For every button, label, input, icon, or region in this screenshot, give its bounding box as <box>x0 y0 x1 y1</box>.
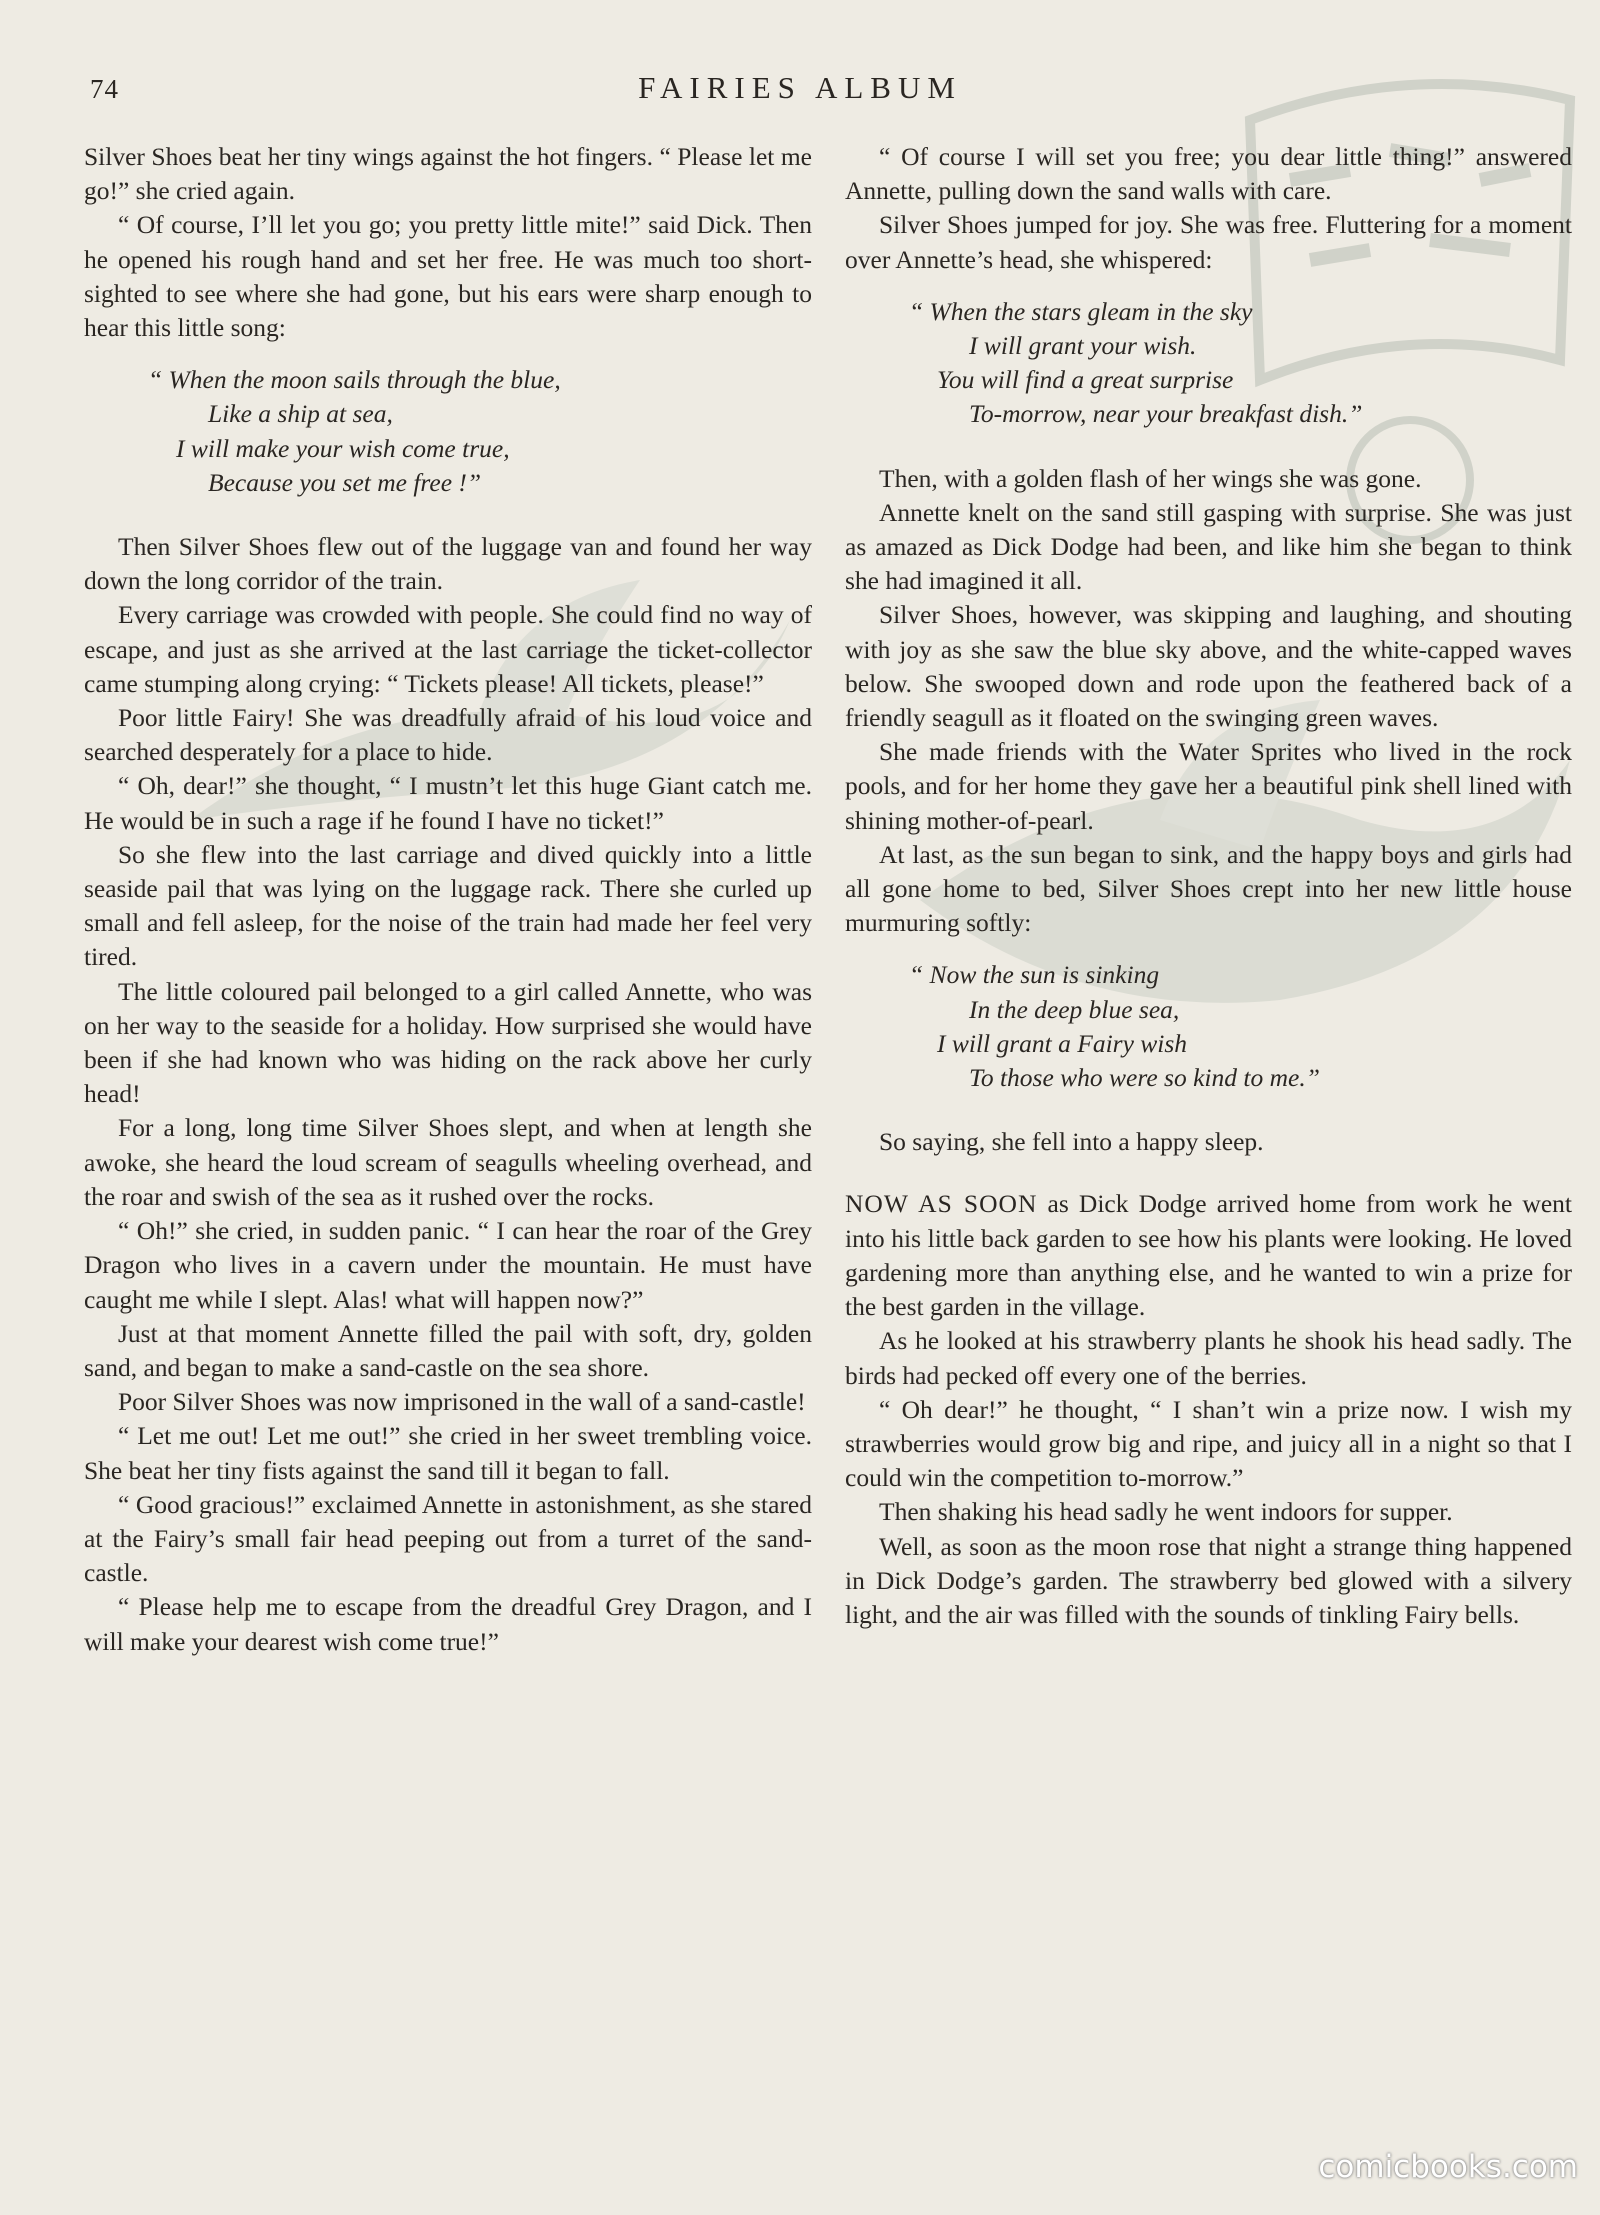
left-column <box>84 140 812 1659</box>
paragraph: “ Let me out! Let me out!” she cried in her sweet trembling voice. She beat her tiny fists against the sand till it began to fall. <box>84 1421 812 1485</box>
paragraph: Every carriage was crowded with people. She could find no way of escape, and just as she arrived at the last carriage the ticket-collector came stumping along crying: “ Tickets please! All tickets, please!” <box>84 600 812 698</box>
right-column <box>845 140 1572 1632</box>
paragraph: Poor Silver Shoes was now imprisoned in the wall of a sand-castle! <box>118 1387 806 1417</box>
paragraph: Silver Shoes, however, was skipping and laughing, and shouting with joy as she saw the blue sky above, and the white-capped waves below. She swooped down and rode upon the feathered back of a friendly seagull as it floated on the swinging green waves. <box>845 600 1572 733</box>
verse <box>84 363 812 500</box>
verse-line: To those who were so kind to me.” <box>969 1063 1320 1093</box>
verse <box>845 295 1572 432</box>
paragraph: So saying, she fell into a happy sleep. <box>879 1127 1264 1157</box>
paragraph <box>845 1187 1572 1324</box>
paragraph: “ Oh dear!” he thought, “ I shan’t win a prize now. I wish my strawberries would grow big and ripe, and juicy all in a night so that I could win the competition to-morrow.” <box>845 1394 1572 1493</box>
paragraph: Then, with a golden flash of her wings she was gone. <box>879 463 1422 493</box>
paragraph: She made friends with the Water Sprites who lived in the rock pools, and for her home they gave her a beautiful pink shell lined with shining mother-of-pearl. <box>845 737 1572 835</box>
paragraph: The little coloured pail belonged to a girl called Annette, who was on her way to the seaside for a holiday. How surprised she would have been if she had known who was hiding on the rack above her curly head! <box>84 976 812 1109</box>
paragraph: “ Please help me to escape from the dreadful Grey Dragon, and I will make your dearest wish come true!” <box>84 1592 812 1656</box>
page-header-title: FAIRIES ALBUM <box>638 70 962 105</box>
paragraph: “ Oh, dear!” she thought, “ I mustn’t let this huge Giant catch me. He would be in such a rage if he found I have no ticket!” <box>84 771 812 835</box>
paragraph: Silver Shoes jumped for joy. She was free. Fluttering for a moment over Annette’s head, she whispered: <box>845 210 1572 274</box>
paragraph: Poor little Fairy! She was dreadfully afraid of his loud voice and searched desperately for a place to hide. <box>84 703 812 767</box>
paragraph: “ Of course, I’ll let you go; you pretty little mite!” said Dick. Then he opened his rough hand and set her free. He was much too short-sighted to see where she had gone, but his ears were sharp enough to hear this little song: <box>84 210 812 343</box>
paragraph: So she flew into the last carriage and dived quickly into a little seaside pail that was lying on the luggage rack. There she curled up small and fell asleep, for the noise of the train had made her feel very tired. <box>84 839 812 972</box>
paragraph: At last, as the sun began to sink, and the happy boys and girls had all gone home to bed, Silver Shoes crept into her new little house murmuring softly: <box>845 839 1572 938</box>
paragraph: Annette knelt on the sand still gasping with surprise. She was just as amazed as Dick Dodge had been, and like him she began to think she had imagined it all. <box>845 497 1572 596</box>
paragraph: “ Oh!” she cried, in sudden panic. “ I can hear the roar of the Grey Dragon who lives in a cavern under the mountain. He must have caught me while I slept. Alas! what will happen now?” <box>84 1216 812 1314</box>
verse-line: “ When the stars gleam in the sky <box>909 296 1253 326</box>
watermark-text: comicbooks.com <box>1318 2149 1578 2185</box>
verse-line: I will grant your wish. <box>969 331 1197 361</box>
verse-line: In the deep blue sea, <box>969 994 1180 1024</box>
paragraph-text: as Dick Dodge arrived home from work he went into his little back garden to see how his plants were looking. He loved gardening more than anything else, and he wanted to win a prize for the best garden in the village. <box>845 1189 1573 1322</box>
verse-line: I will make your wish come true, <box>176 433 510 463</box>
paragraph: Then shaking his head sadly he went indoors for supper. <box>879 1497 1453 1527</box>
running-head <box>0 68 1600 118</box>
verse-line: Because you set me free !” <box>208 467 482 497</box>
section-break <box>845 1159 1572 1187</box>
verse-line: You will find a great surprise <box>937 365 1234 395</box>
paragraph: Well, as soon as the moon rose that night a strange thing happened in Dick Dodge’s garden. The strawberry bed glowed with a silvery light, and the air was filled with the sounds of tinkling Fairy bells. <box>845 1531 1572 1629</box>
paragraph: “ Of course I will set you free; you dear little thing!” answered Annette, pulling down the sand walls with care. <box>845 142 1572 206</box>
verse-line: “ When the moon sails through the blue, <box>148 365 561 395</box>
paragraph: As he looked at his strawberry plants he shook his head sadly. The birds had pecked off every one of the berries. <box>845 1326 1572 1390</box>
paragraph: Then Silver Shoes flew out of the luggage van and found her way down the long corridor of the train. <box>84 532 812 596</box>
paragraph: Just at that moment Annette filled the pail with soft, dry, golden sand, and began to make a sand-castle on the sea shore. <box>84 1318 812 1382</box>
verse <box>845 958 1572 1095</box>
paragraph: Silver Shoes beat her tiny wings against the hot fingers. “ Please let me go!” she cried again. <box>84 142 812 206</box>
verse-line: I will grant a Fairy wish <box>937 1028 1188 1058</box>
verse-line: Like a ship at sea, <box>208 399 393 429</box>
verse-line: To-morrow, near your breakfast dish.” <box>969 399 1363 429</box>
page-number: 74 <box>90 74 119 104</box>
section-lead-in: NOW AS SOON <box>845 1189 1038 1219</box>
verse-line: “ Now the sun is sinking <box>909 960 1160 990</box>
paragraph: For a long, long time Silver Shoes slept, and when at length she awoke, she heard the loud scream of seagulls wheeling overhead, and the roar and swish of the sea as it rushed over the rocks. <box>84 1113 812 1211</box>
paragraph: “ Good gracious!” exclaimed Annette in astonishment, as she stared at the Fairy’s small fair head peeping out from a turret of the sand-castle. <box>84 1489 812 1588</box>
